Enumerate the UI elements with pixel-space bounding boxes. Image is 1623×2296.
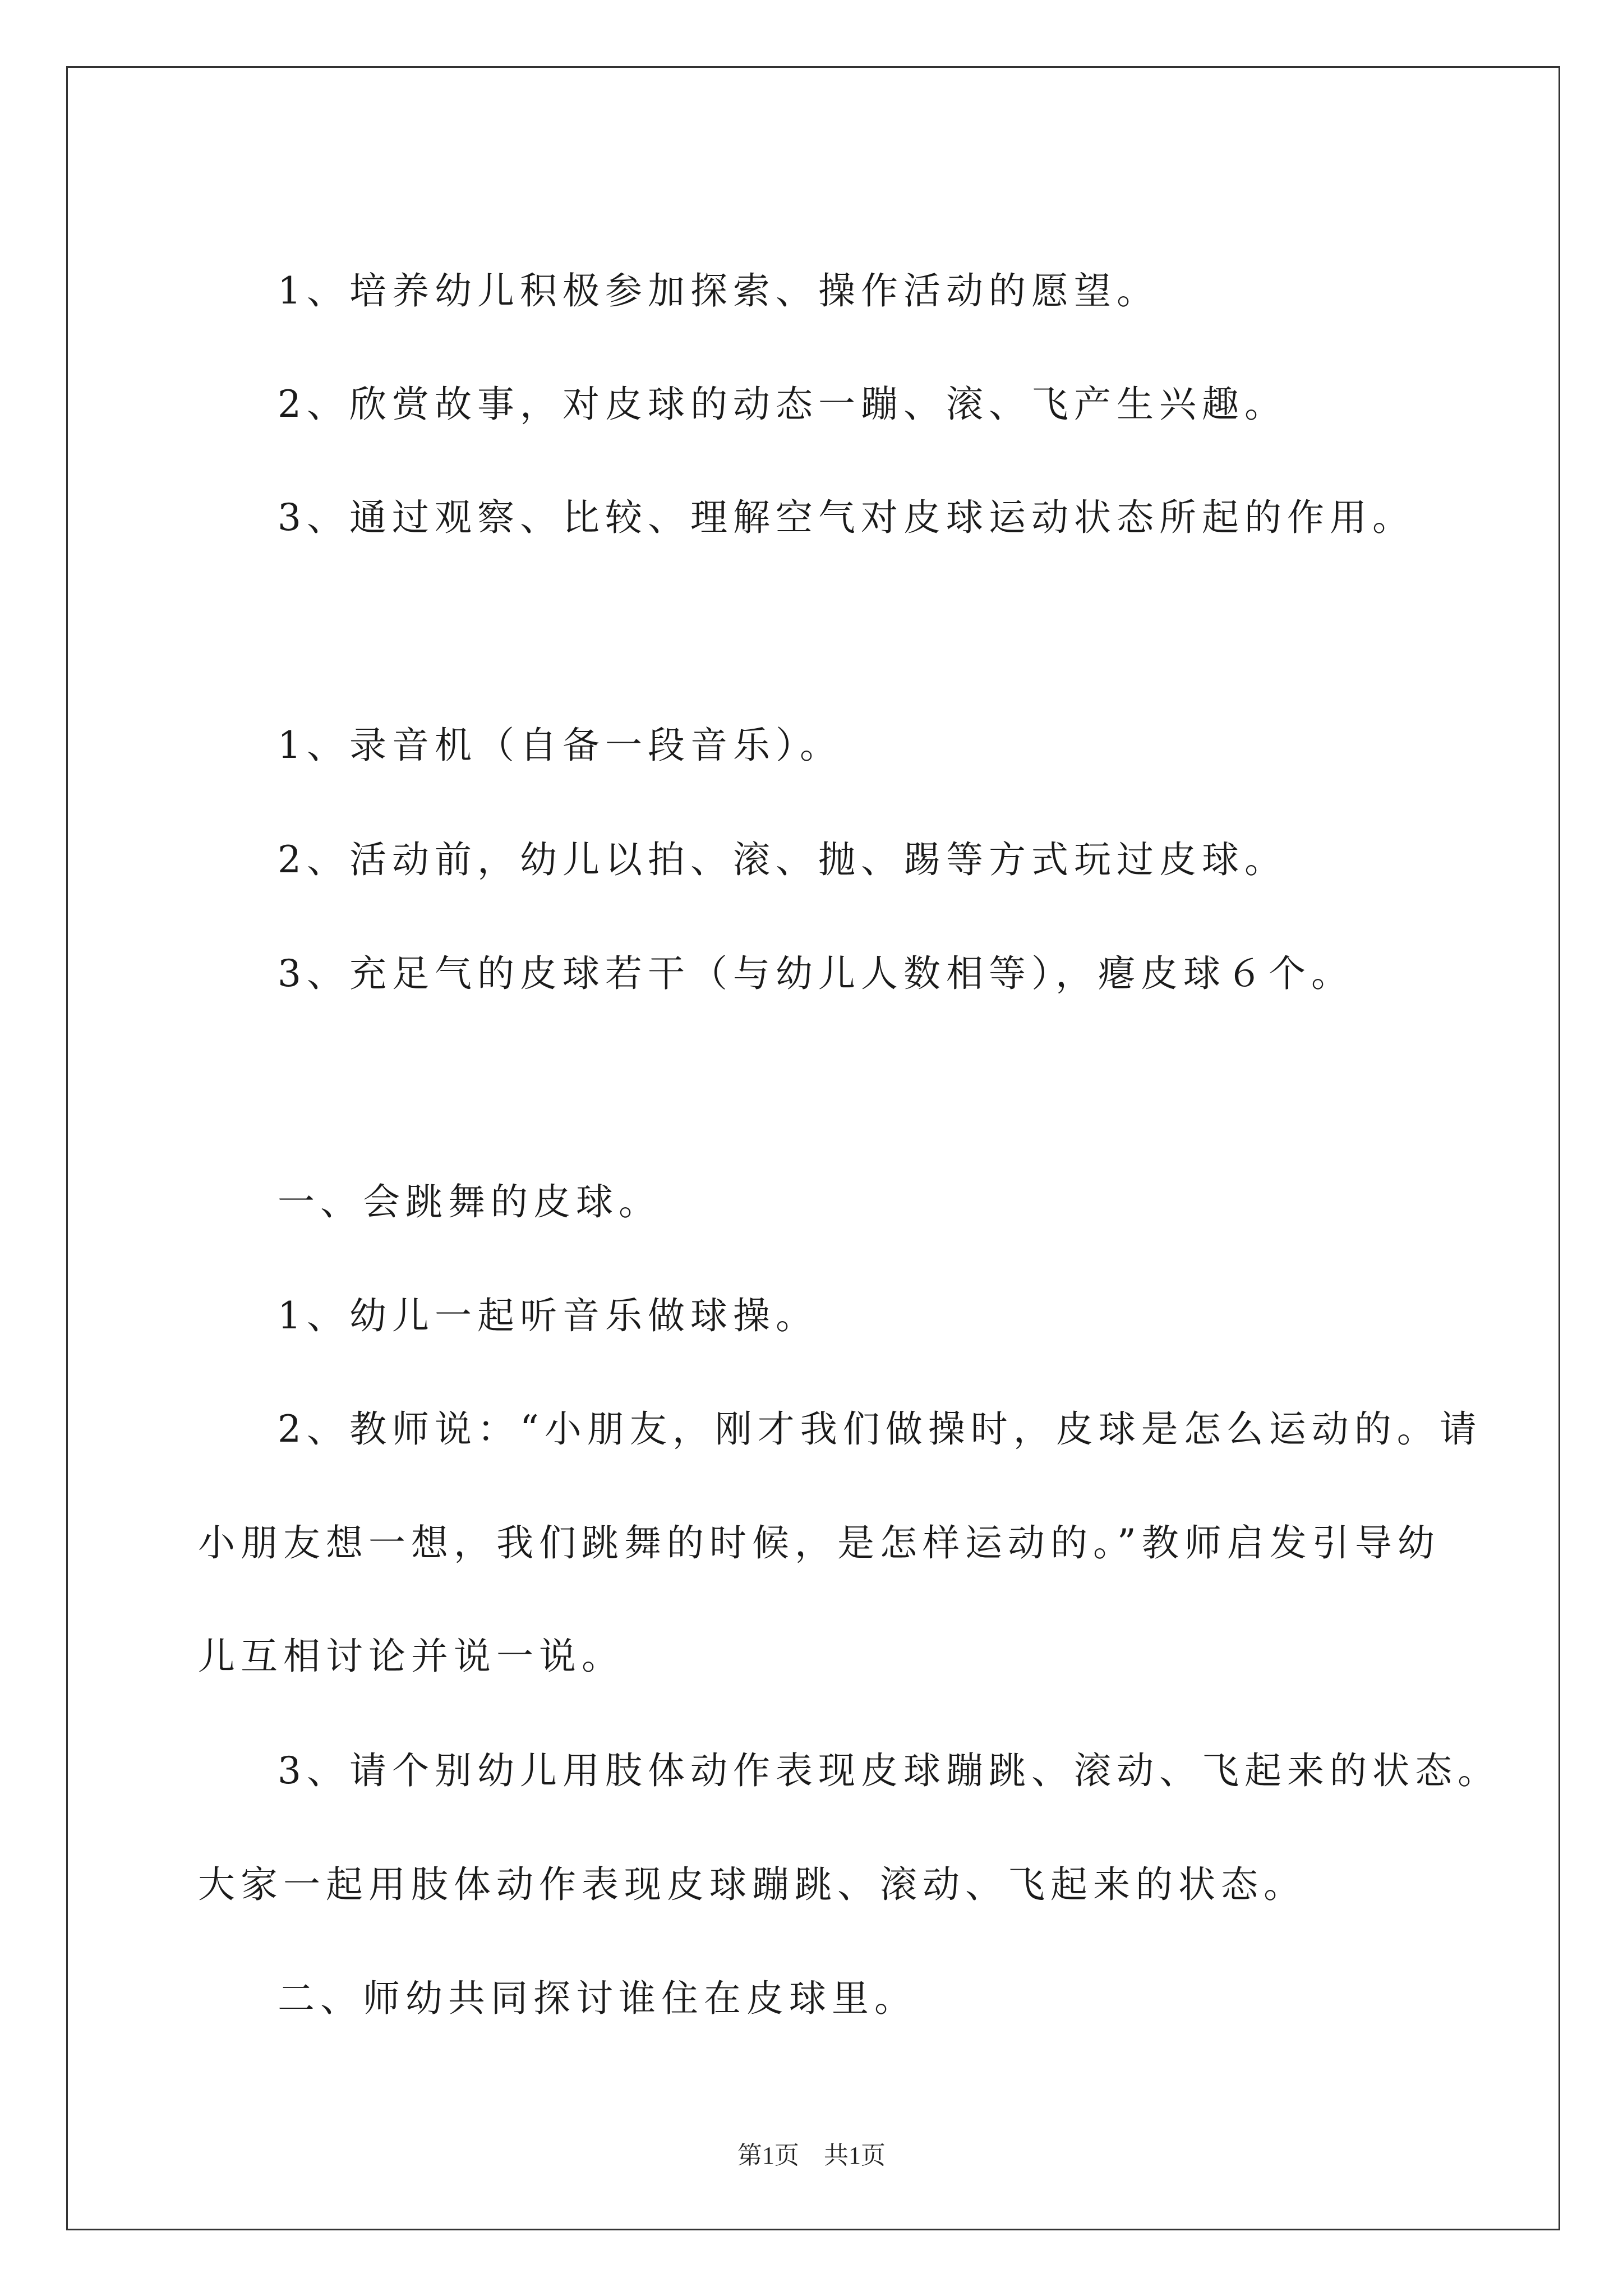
process-step-1: 1、幼儿一起听音乐做球操。 xyxy=(278,1294,818,1337)
process-heading-1: 一、会跳舞的皮球。 xyxy=(278,1180,661,1223)
material-item-3: 3、充足气的皮球若干（与幼儿人数相等），瘪皮球６个。 xyxy=(278,952,1354,995)
process-step-2-line-2: 小朋友想一想，我们跳舞的时候，是怎样运动的。”教师启发引导幼 xyxy=(198,1521,1440,1565)
material-item-1: 1、录音机（自备一段音乐）。 xyxy=(278,724,842,767)
goal-item-1: 1、培养幼儿积极参加探索、操作活动的愿望。 xyxy=(278,269,1159,312)
process-heading-2: 二、师幼共同探讨谁住在皮球里。 xyxy=(278,1977,917,2020)
goal-item-3: 3、通过观察、比较、理解空气对皮球运动状态所起的作用。 xyxy=(278,496,1415,539)
page-footer: 第1页 共1页 xyxy=(737,2142,886,2169)
goal-item-2: 2、欣赏故事，对皮球的动态一蹦、滚、飞产生兴趣。 xyxy=(278,383,1287,426)
material-item-2: 2、活动前，幼儿以拍、滚、抛、踢等方式玩过皮球。 xyxy=(278,838,1287,881)
process-step-3-line-2: 大家一起用肢体动作表现皮球蹦跳、滚动、飞起来的状态。 xyxy=(198,1863,1306,1906)
process-step-2-line-1: 2、教师说：“小朋友，刚才我们做操时，皮球是怎么运动的。请 xyxy=(278,1407,1482,1451)
process-step-2-line-3: 儿互相讨论并说一说。 xyxy=(198,1635,624,1678)
process-step-3-line-1: 3、请个别幼儿用肢体动作表现皮球蹦跳、滚动、飞起来的状态。 xyxy=(278,1749,1500,1792)
